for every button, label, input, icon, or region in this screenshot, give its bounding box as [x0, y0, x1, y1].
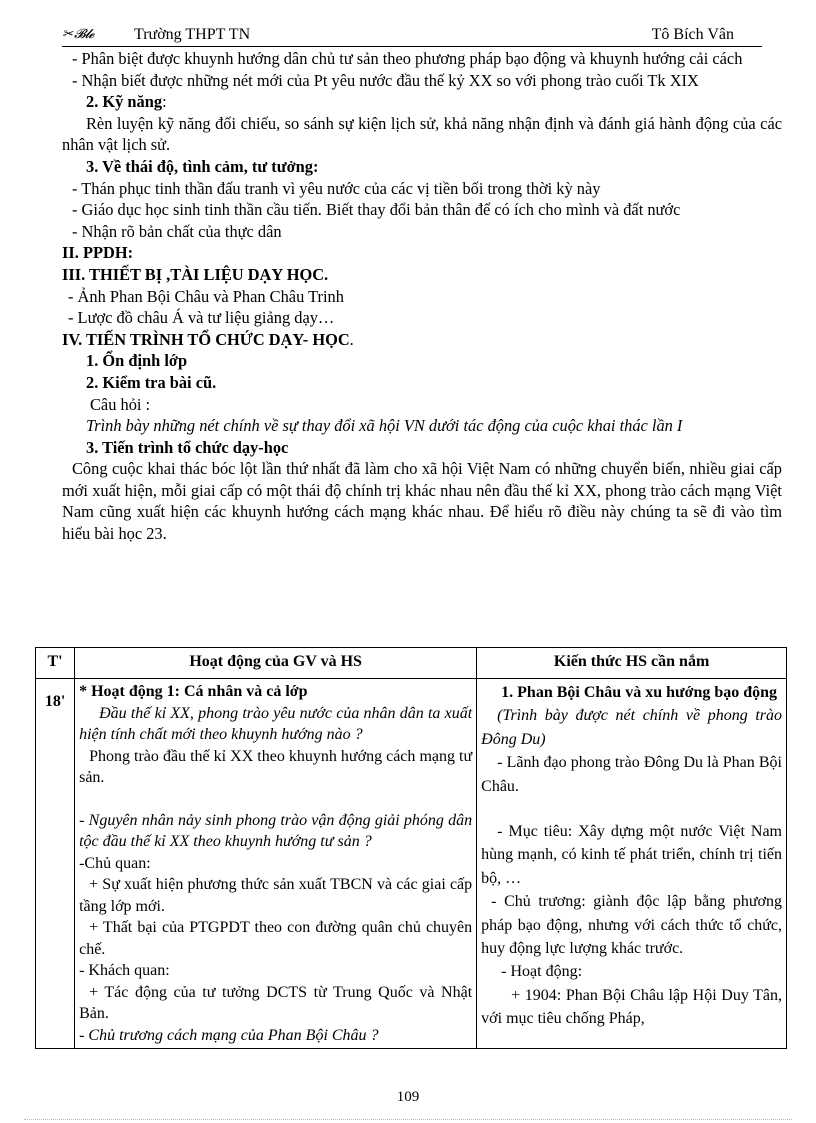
- knowledge-note: (Trình bày được nét chính về phong trào Đông Du): [481, 707, 782, 748]
- table-header-row: [36, 648, 787, 679]
- activity-text: -Chủ quan:: [79, 854, 151, 872]
- knowledge-text: - Hoạt động:: [501, 963, 583, 981]
- activity-heading: * Hoạt động 1: Cá nhân và cả lớp: [79, 683, 308, 700]
- step-heading-stabilize: 1. Ổn định lớp: [86, 351, 188, 371]
- knowledge-text: + 1904: Phan Bội Châu lập Hội Duy Tân, với mục tiêu chống Pháp,: [481, 986, 782, 1028]
- activities-cell: [75, 679, 477, 1049]
- equipment-item: - Ảnh Phan Bội Châu và Phan Châu Trinh: [68, 286, 344, 306]
- equipment-item: - Lược đồ châu Á và tư liệu giảng dạy…: [68, 308, 335, 328]
- introduction-paragraph: Công cuộc khai thác bóc lột lần thứ nhất đã làm cho xã hội Việt Nam có những chuyển biến, nhiều giai cấp mới xuất hiện, mỗi giai cấp có một thái độ chính trị khác nhau nên đầu thế kỉ XX, phong trào cách mạng Việt Nam cũng xuất hiện các khuynh hướng cách mạng khác nhau. Để hiểu rõ điều này chúng ta sẽ đi vào tìm hiểu bài học 23.: [62, 459, 782, 544]
- header-time: T': [36, 648, 75, 679]
- activity-text: + Tác động của tư tưởng DCTS từ Trung Quốc và Nhật Bản.: [79, 983, 473, 1022]
- step-heading-check: 2. Kiểm tra bài cũ.: [86, 372, 217, 392]
- section-heading-process: IV. TIẾN TRÌNH TỔ CHỨC DẠY- HỌC: [62, 329, 350, 349]
- activity-question: - Nguyên nhân nảy sinh phong trào vận động giải phóng dân tộc đầu thế kỉ XX theo khuynh hướng tư sản ?: [79, 811, 473, 850]
- attitude-paragraph: - Thán phục tinh thần đấu tranh vì yêu nước của các vị tiền bối trong thời kỳ này: [72, 178, 601, 198]
- section-heading-skills: 2. Kỹ năng: [86, 92, 163, 112]
- section-heading-equipment: III. THIẾT BỊ ,TÀI LIỆU DẠY HỌC.: [62, 264, 329, 284]
- activity-answer: Phong trào đầu thế kỉ XX theo khuynh hướng cách mạng tư sản.: [79, 747, 473, 786]
- attitude-paragraph: - Giáo dục học sinh tinh thần cầu tiến. Biết thay đổi bản thân để có ích cho mình và đất nước: [72, 200, 681, 220]
- page-header: [62, 26, 762, 47]
- knowledge-text: - Lãnh đạo phong trào Đông Du là Phan Bội Châu.: [481, 754, 782, 795]
- header-knowledge: Kiến thức HS cần nắm: [477, 648, 787, 679]
- header-school: Trường THPT TN: [134, 26, 251, 43]
- section-heading-attitude: 3. Về thái độ, tình cảm, tư tưởng:: [86, 156, 319, 176]
- knowledge-cell: [477, 679, 787, 1049]
- attitude-paragraph: - Nhận rõ bản chất của thực dân: [72, 221, 282, 241]
- table-row: [36, 679, 787, 1049]
- activity-text: - Khách quan:: [79, 962, 170, 979]
- objective-paragraph: - Phân biệt được khuynh hướng dân chủ tư sản theo phương pháp bạo động và khuynh hướng cải cách: [72, 49, 743, 68]
- question-label: Câu hỏi :: [90, 394, 151, 414]
- section-heading-colon: :: [162, 92, 167, 112]
- activity-text: + Sự xuất hiện phương thức sản xuất TBCN và các giai cấp tầng lớp mới.: [79, 876, 473, 915]
- knowledge-text: - Mục tiêu: Xây dựng một nước Việt Nam hùng mạnh, có kinh tế phát triển, chính trị tiến bộ, …: [481, 823, 782, 887]
- section-heading-ppdh: II. PPDH:: [62, 243, 134, 263]
- objective-paragraph: - Nhận biết được những nét mới của Pt yêu nước đầu thế kỷ XX so với phong trào cuối Tk XIX: [72, 70, 699, 90]
- step-heading-teaching: 3. Tiến trình tổ chức dạy-học: [86, 437, 289, 457]
- skills-paragraph: Rèn luyện kỹ năng đối chiếu, so sánh sự kiện lịch sử, khả năng nhận định và đánh giá hành động của các nhân vật lịch sử.: [62, 113, 782, 155]
- knowledge-heading: 1. Phan Bội Châu và xu hướng bạo động: [501, 684, 778, 701]
- lesson-plan-table: [35, 647, 787, 1049]
- document-body: [62, 48, 782, 545]
- activity-question: Đầu thế kỉ XX, phong trào yêu nước của nhân dân ta xuất hiện tính chất mới theo khuynh hướng nào ?: [79, 704, 473, 743]
- activity-text: + Thất bại của PTGPDT theo con đường quân chủ chuyên chế.: [79, 919, 473, 958]
- time-cell: 18': [36, 679, 75, 1049]
- question-text: Trình bày những nét chính về sự thay đổi xã hội VN dưới tác động của cuộc khai thác lần I: [86, 416, 683, 436]
- header-activities: Hoạt động của GV và HS: [75, 648, 477, 679]
- section-heading-dot: .: [349, 329, 354, 349]
- header-logo: ✂ 𝓑𝓵𝓮: [62, 26, 94, 41]
- header-teacher: Tô Bích Vân: [651, 26, 734, 43]
- page-number: 109: [396, 1089, 420, 1105]
- footer-rule: [24, 1119, 792, 1120]
- activity-question: - Chủ trương cách mạng của Phan Bội Châu ?: [79, 1026, 379, 1044]
- knowledge-text: - Chủ trương: giành độc lập bằng phương pháp bạo động, nhưng với cách thức tổ chức, huy động lực lượng khác trước.: [481, 893, 782, 958]
